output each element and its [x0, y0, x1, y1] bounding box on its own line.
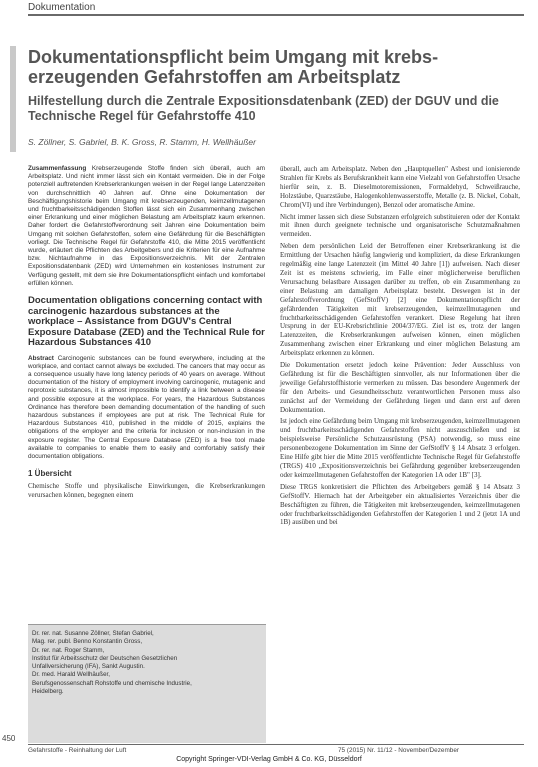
page-number: 450: [2, 734, 16, 743]
body-paragraph: Diese TRGS konkretisiert die Pflichten des Arbeitgebers gemäß § 14 Absatz 3 GefStoffV. Hiernach hat der Arbeitgeber ein aktualisiertes Verzeichnis über die Beschäftigten zu führen, die Tätigkeiten mit krebserzeugenden, keimzellmutagenen oder fruchtbarkeitsschädigenden Gefahrstoffen der Kategorien 1 und 2 (jetzt 1A und 1B) ausüben und bei: [280, 482, 520, 527]
affiliation-line: Mag. rer. publ. Benno Konstantin Gross,: [32, 638, 143, 646]
article-title: Dokumentationspflicht beim Umgang mit krebserzeugenden Gefahrstoffen am Arbeitsplatz: [28, 47, 439, 87]
left-column: [28, 165, 265, 503]
summary-lead: Zusammenfassung: [28, 165, 87, 172]
footer-rule: [28, 744, 524, 745]
header-rule: [28, 14, 524, 16]
author-info-box: [28, 624, 266, 743]
body-paragraph: Neben dem persönlichen Leid der Betroffenen einer Krebserkrankung ist die Ermittlung der Ursachen häufig langwierig und kompliziert, da diese Erkrankungen regelmäßig eine lange Latenzzeit (im Mittel 40 Jahre [1]) aufweisen. Nach dieser Zeit ist es meistens schwierig, im Falle einer möglicherweise beruflichen Verursachung belastbare Aussagen darüber zu treffen, ob ein Zusammenhang zu einer Belastung am damaligen Arbeitsplatz besteht. Deswegen ist in der Gefahrstoffverordnung (GefStoffV) [2] eine Dokumentationspflicht der gefährdenden Tätigkeiten mit krebserzeugenden, keimzellmutagenen und fruchtbarkeitsschädigenden Gefahrstoffen verankert. Diese Regelung hat ihren Ursprung in der EU-Krebsrichtlinie 2004/37/EG. Ziel ist es, trotz der langen Latenzzeiten, die Krebserkrankungen aufweisen können, einen möglichen Zusammenhang zwischen einer Erkrankung und einer möglichen Belastung am Arbeitsplatz erkennen zu können.: [280, 242, 520, 358]
right-column: [280, 165, 520, 530]
body-paragraph: überall, auch am Arbeitsplatz. Neben den „Hauptquellen" Asbest und ionisierende Strahlen für Krebs als Berufskrankheit kann eine Vielzahl von Gefahrstoffen Ursache hierfür sein, z. B. Dieselmotoremissionen, Formaldehyd, Schweißrauche, Holzstäube, Quarzstäube, Halogenkohlenwasserstoffe, Metalle (z. B. Nickel, Cobalt, Chrom(VI) und ihre Verbindungen), Benzol oder aromatische Amine.: [280, 165, 520, 209]
section-intro-paragraph: Chemische Stoffe und physikalische Einwirkungen, die Krebserkrankungen verursachen können, begegnen einem: [28, 482, 265, 500]
body-paragraph: Ist jedoch eine Gefährdung beim Umgang mit krebserzeugenden, keimzellmutagenen und fruchtbarkeitsschädigenden Gefahrstoffen nicht auszuschließen und ist beispielsweise Persönliche Schutzausrüstung (PSA) notwendig, so muss eine personenbezogene Dokumentation im Sinne der GefStoffV § 14 Absatz 3 erfolgen. Eine Hilfe gibt hier die Mitte 2015 veröffentlichte Technische Regel für Gefahrstoffe (TRGS) 410 „Expositionsverzeichnis bei Gefährdung gegenüber krebserzeugenden oder keimzellmutagenen Gefahrstoffen der Kategorien 1A oder 1B" [3].: [280, 417, 520, 479]
journal-name: Gefahrstoffe - Reinhaltung der Luft: [28, 747, 127, 754]
affiliation-line: Institut für Arbeitsschutz der Deutschen Gesetzlichen: [32, 654, 178, 662]
title-accent-bar: [10, 46, 16, 152]
summary-paragraph: [28, 165, 265, 288]
affiliation-line: Heidelberg.: [32, 688, 64, 696]
abstract-lead: Abstract: [28, 354, 54, 362]
section-label: Dokumentation: [28, 2, 96, 13]
affiliation-line: Unfallversicherung (IFA), Sankt Augustin.: [32, 663, 145, 671]
affiliation-line: Dr. rer. nat. Susanne Zöllner, Stefan Gabriel,: [32, 630, 154, 637]
issue-info: 75 (2015) Nr. 11/12 - November/Dezember: [338, 747, 460, 754]
abstract-text: Carcinogenic substances can be found everywhere, including at the workplace, and contact cannot always be excluded. The cancers that may occur as a consequence usually have long latency periods of 40 years on average. Without documentation of the history of employment involving carcinogenic, mutagenic and reprotoxic substances, it is almost impossible to identify a link between a disease and possible exposure at the workplace. For years, the Hazardous Substances Ordinance has therefore been demanding documentation of the handling of such hazardous substances if employees are put at risk. The Technical Rule for Hazardous Substances 410, published in the middle of 2015, explains the obligations of the employer and the criteria for inclusion or non-inclusion in the exposure register. The Central Exposure Database (ZED) is a free tool made available to companies to enable them to easily and comfortably satisfy their documentation obligations.: [28, 354, 265, 460]
summary-text: Krebserzeugende Stoffe finden sich überall, auch am Arbeitsplatz. Und nicht immer lässt sich ein Kontakt vermeiden. Die in der Folge potenziell auftretenden Krebserkrankungen weisen in der Regel lange Latenzzeiten von durchschnittlich 40 Jahren auf. Ohne eine Dokumentation der Beschäftigungshistorie beim Umgang mit krebserzeugenden, keimzellmutagenen und fruchtbarkeitsschädigenden Stoffen lässt sich ein Zusammenhang zwischen einer Erkrankung und einer möglichen Belastung am Arbeitsplatz kaum erkennen. Daher fordert die Gefahrstoffverordnung seit Jahren eine Dokumentation beim Umgang mit solchen Gefahrstoffen, sofern eine Gefährdung für die Beschäftigten vorliegt. Die Technische Regel für Gefahrstoffe 410, die Mitte 2015 veröffentlicht wurde, erläutert die Pflichten des Arbeitgebers und die Kriterien für eine Aufnahme bzw. Nichtaufnahme in das Expositionsverzeichnis. Mit der Zentralen Expositionsdatenbank (ZED) wird Unternehmen ein kostenloses Instrument zur Verfügung gestellt, mit dem sie ihre Dokumentationspflicht einfach und komfortabel erfüllen können.: [28, 165, 265, 287]
authors: S. Zöllner, S. Gabriel, B. K. Gross, R. Stamm, H. Wellhäußer: [28, 137, 256, 147]
body-paragraph: Die Dokumentation ersetzt jedoch keine Prävention: Jeder Ausschluss von Gefährdung ist für die Beschäftigten sinnvoller, als nur Informationen über die jeweilige Gefahrstoffhistorie vermerken zu müssen. Das besondere Augenmerk der für den Arbeits- und Gesundheitsschutz verantwortlichen Personen muss also zunächst auf der Vermeidung der Gefährdung liegen und dann erst auf deren Dokumentation.: [280, 361, 520, 414]
body-paragraph: Nicht immer lassen sich diese Substanzen erfolgreich substituieren oder der Kontakt mit ihnen durch geeignete technische und organisatorische Schutzmaßnahmen vermeiden.: [280, 212, 520, 239]
abstract-paragraph: [28, 355, 265, 462]
affiliation-line: Dr. rer. nat. Roger Stamm,: [32, 646, 105, 654]
article-subtitle: Hilfestellung durch die Zentrale Expositionsdatenbank (ZED) der DGUV und die Technische Regel für Gefahrstoffe 410: [28, 94, 499, 123]
copyright-notice: Copyright Springer-VDI-Verlag GmbH & Co. KG, Düsseldorf: [176, 756, 362, 763]
section-heading: 1 Übersicht: [28, 469, 72, 479]
english-title: Documentation obligations concerning contact with carcinogenic hazardous substances at the workplace – Assistance from DGUV's Central Exposure Database (ZED) and the Technical Rule for Hazardous Substances 410: [28, 295, 265, 349]
affiliation-line: Dr. med. Harald Wellhäußer,: [32, 671, 110, 679]
affiliation-line: Berufsgenossenschaft Rohstoffe und chemische Industrie,: [32, 679, 192, 687]
